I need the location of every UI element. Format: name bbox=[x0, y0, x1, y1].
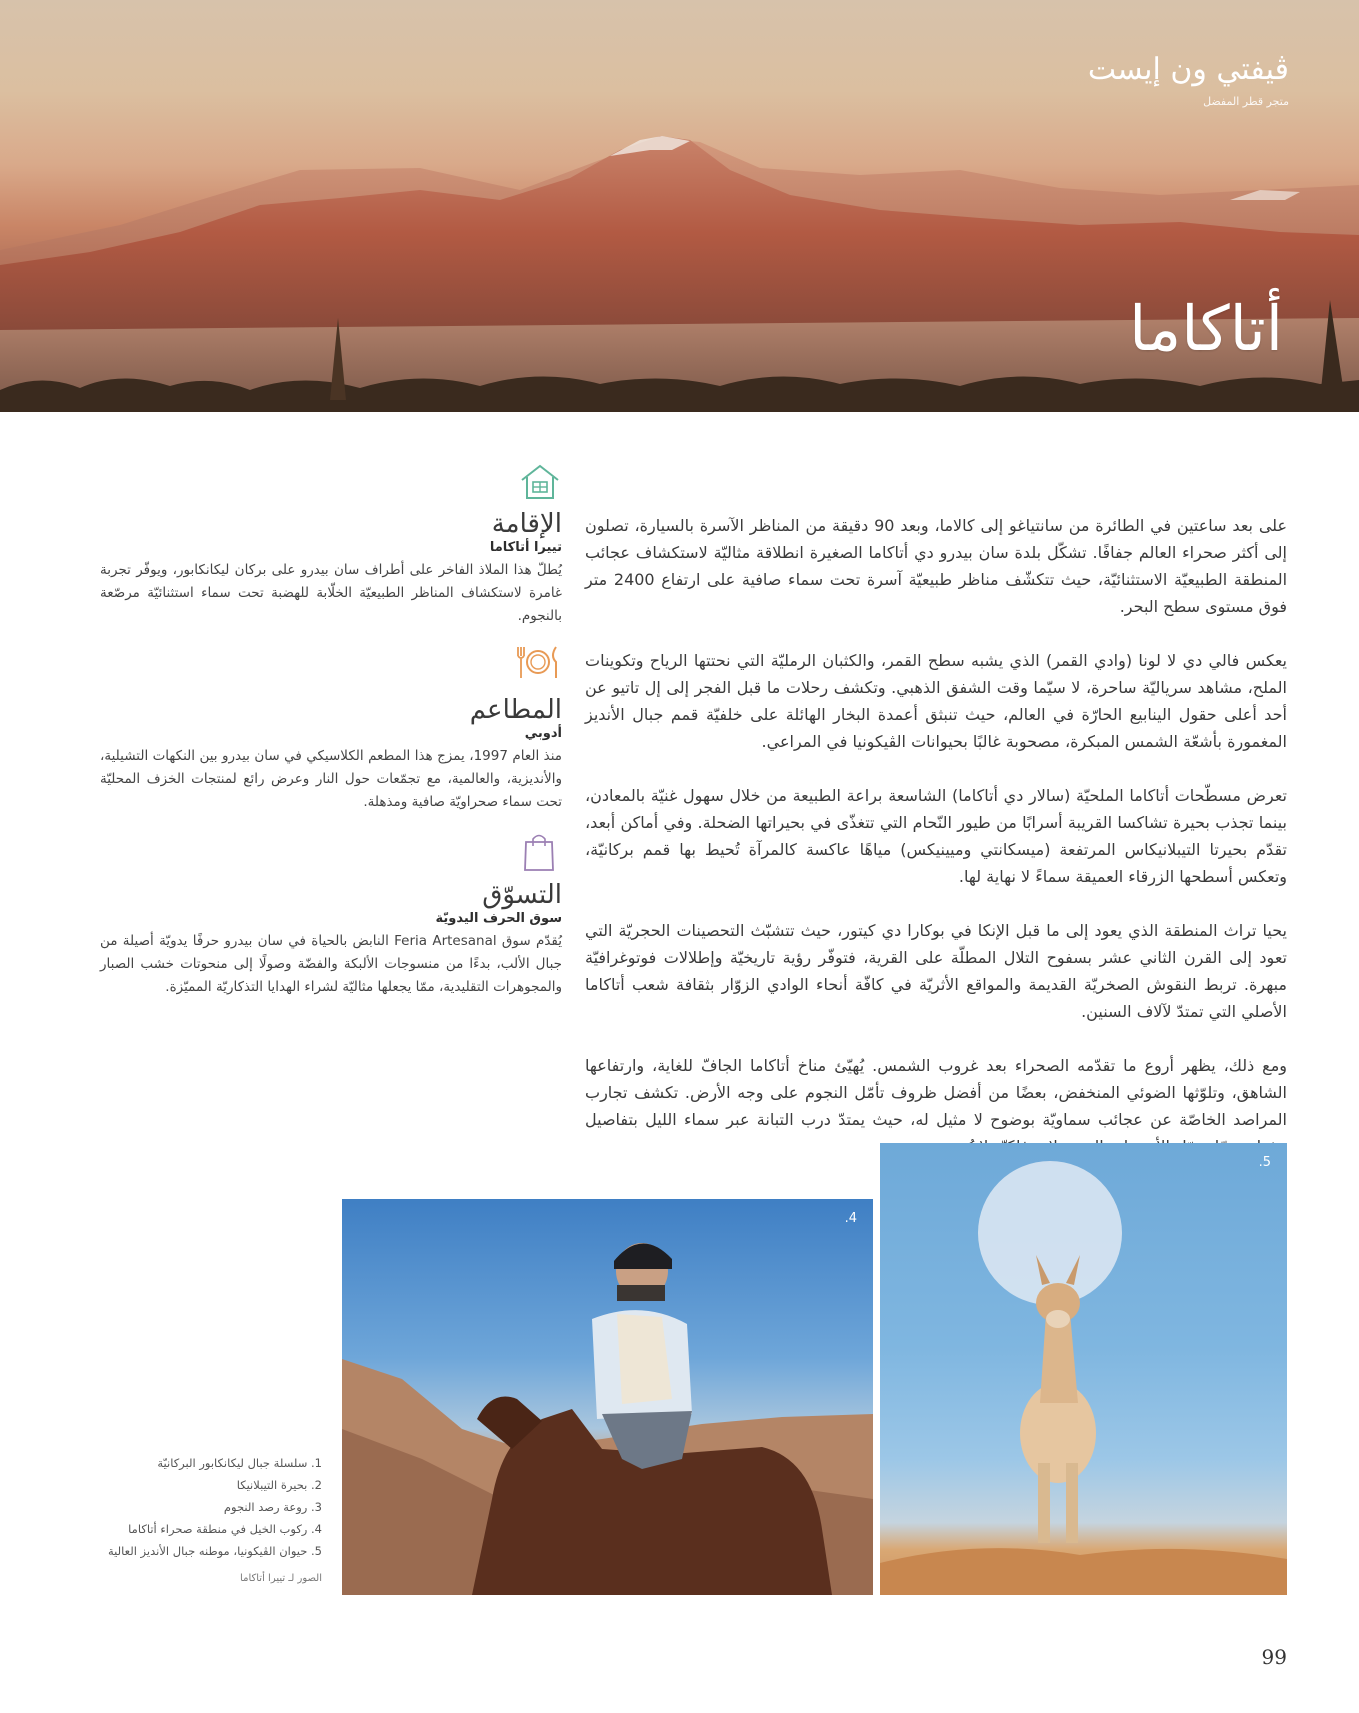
dining-text: منذ العام 1997، يمزج هذا المطعم الكلاسيكي في سان بيدرو بين النكهات التشيلية، والأنديزية، والعالمية، مع تجمّعات حول النار وعرض رائع لمنتجات الخزف المحليّة تحت سماء صحراويّة صافية ومذهلة. bbox=[100, 748, 562, 810]
horse-rider-photo bbox=[342, 1199, 873, 1595]
hero-image bbox=[0, 0, 1359, 412]
brand-tagline: متجر قطر المفضل bbox=[1203, 95, 1289, 108]
stay-subheading: تييرا أتاكاما bbox=[489, 540, 562, 555]
sidebar-dining bbox=[100, 694, 562, 814]
article-paragraph: يعكس فالي دي لا لونا (وادي القمر) الذي يشبه سطح القمر، والكثبان الرمليّة التي نحتتها الرياح وتكوينات الملح، مشاهد سرياليّة ساحرة، لا سيّما وقت الشفق الذهبي. وتكشف رحلات ما قبل الفجر إلى إل تاتيو عن أحد أعلى حقول الينابيع الحارّة في العالم، حيث تنبثق أعمدة البخار الهائلة على خلفيّة قمم جبال الأنديز المغمورة بأشعّة الشمس المبكرة، مصحوبة غالبًا بحيوانات الڤيكونيا في المراعي. bbox=[585, 651, 1287, 751]
stay-text: يُطلّ هذا الملاذ الفاخر على أطراف سان بيدرو على بركان ليكانكابور، ويوفّر تجربة غامرة لاستكشاف المناظر الطبيعيّة الخلّابة للهضبة تحت سماء استثنائيّة مرصّعة بالنجوم. bbox=[100, 562, 562, 624]
page-title: أتاكاما bbox=[1129, 292, 1283, 365]
fork-plate-knife-icon bbox=[514, 644, 562, 684]
dining-subheading: أدوبي bbox=[524, 726, 562, 741]
shopping-heading: التسوّق bbox=[482, 880, 562, 910]
vicuna-illustration bbox=[880, 1143, 1287, 1595]
shopping-subheading: سوق الحرف اليدويّة bbox=[435, 911, 562, 926]
photo-captions bbox=[100, 1452, 322, 1590]
article-body bbox=[585, 512, 1287, 1187]
sidebar-shopping bbox=[100, 879, 562, 999]
caption-item: 4. ركوب الخيل في منطقة صحراء أتاكاما bbox=[128, 1522, 322, 1536]
vicuna-photo bbox=[880, 1143, 1287, 1595]
photo-number: 5. bbox=[1258, 1155, 1271, 1170]
page-number: 99 bbox=[1261, 1645, 1287, 1669]
caption-item: 5. حيوان الڤيكونيا، موطنه جبال الأنديز العالية bbox=[108, 1544, 322, 1558]
brand-name: ڤيفتي ون إيست bbox=[1087, 52, 1289, 87]
sidebar-stay bbox=[100, 508, 562, 628]
caption-item: 3. روعة رصد النجوم bbox=[223, 1500, 322, 1514]
brand-logo bbox=[1088, 52, 1289, 108]
house-icon bbox=[518, 462, 562, 506]
photo-number: 4. bbox=[844, 1211, 857, 1226]
photo-credit: الصور لـ تييرا أتاكاما bbox=[240, 1573, 322, 1584]
horse-rider-illustration bbox=[342, 1199, 873, 1595]
shopping-bag-icon bbox=[522, 832, 556, 876]
caption-item: 1. سلسلة جبال ليكانكابور البركانيّة bbox=[157, 1456, 322, 1470]
article-paragraph: على بعد ساعتين في الطائرة من سانتياغو إلى كالاما، وبعد 90 دقيقة من المناظر الآسرة بالسيارة، تصلون إلى أكثر صحراء العالم جفافًا. تشكّل بلدة سان بيدرو دي أتاكاما الصغيرة انطلاقة مثاليّة لاستكشاف عجائب المنطقة الطبيعيّة الاستثنائيّة، حيث تتكشّف مناظر طبيعيّة آسرة تحت سماء صافية على ارتفاع 2400 متر فوق مستوى سطح البحر. bbox=[585, 516, 1288, 616]
article-paragraph: تعرض مسطّحات أتاكاما الملحيّة (سالار دي أتاكاما) الشاسعة براعة الطبيعة من خلال سهول غنيّة بالمعادن، بينما تجذب بحيرة تشاكسا القريبة أسرابًا من طيور النّحام التي تتغذّى في بحيراتها الضحلة. وفي أماكن أبعد، تقدّم بحيرتا التيبلانيكاس المرتفعة (ميسكانتي وميينيكس) مياهًا عاكسة كالمرآة تُحيط بها قمم بركانيّة، وتعكس أسطحها الزرقاء العميقة سماءً لا نهاية لها. bbox=[585, 786, 1287, 886]
stay-heading: الإقامة bbox=[491, 509, 562, 539]
article-paragraph: يحيا تراث المنطقة الذي يعود إلى ما قبل الإنكا في بوكارا دي كيتور، حيث تتشبّث التحصينات الحجريّة التي تعود إلى القرن الثاني عشر بسفوح التلال المطلّة على القرية، فتوفّر رؤية تاريخيّة وإطلالات فوتوغرافيّة مبهرة. تربط النقوش الصخريّة القديمة والمواقع الأثريّة في كافّة أنحاء الوادي الزوّار بثقافة شعب أتاكاما الأصلي التي تمتدّ لآلاف السنين. bbox=[585, 921, 1287, 1021]
dining-heading: المطاعم bbox=[469, 695, 562, 725]
shopping-text: يُقدّم سوق Feria Artesanal النابض بالحياة في سان بيدرو حرفًا يدويّة أصيلة من جبال الألب، بدءًا من منسوجات الألبكة والفضّة وصولًا إلى منحوتات خشب الصبار والمجوهرات التقليدية، ممّا يجعلها مثاليّة لشراء الهدايا التذكاريّة المميّزة. bbox=[100, 933, 562, 995]
article-paragraph: ومع ذلك، يظهر أروع ما تقدّمه الصحراء بعد غروب الشمس. يُهيّئ مناخ أتاكاما الجافّ للغاية، وارتفاعها الشاهق، وتلوّثها الضوئي المنخفض، بعضًا من أفضل ظروف تأمّل النجوم على وجه الأرض. تكشف تجارب المراصد الخاصّة عن عجائب سماويّة بوضوح لا مثيل له، حيث يمتدّ درب التبانة عبر سماء الليل بتفاصيل bbox=[585, 1056, 1287, 1129]
caption-item: 2. بحيرة التيبلانيكا bbox=[236, 1478, 322, 1492]
